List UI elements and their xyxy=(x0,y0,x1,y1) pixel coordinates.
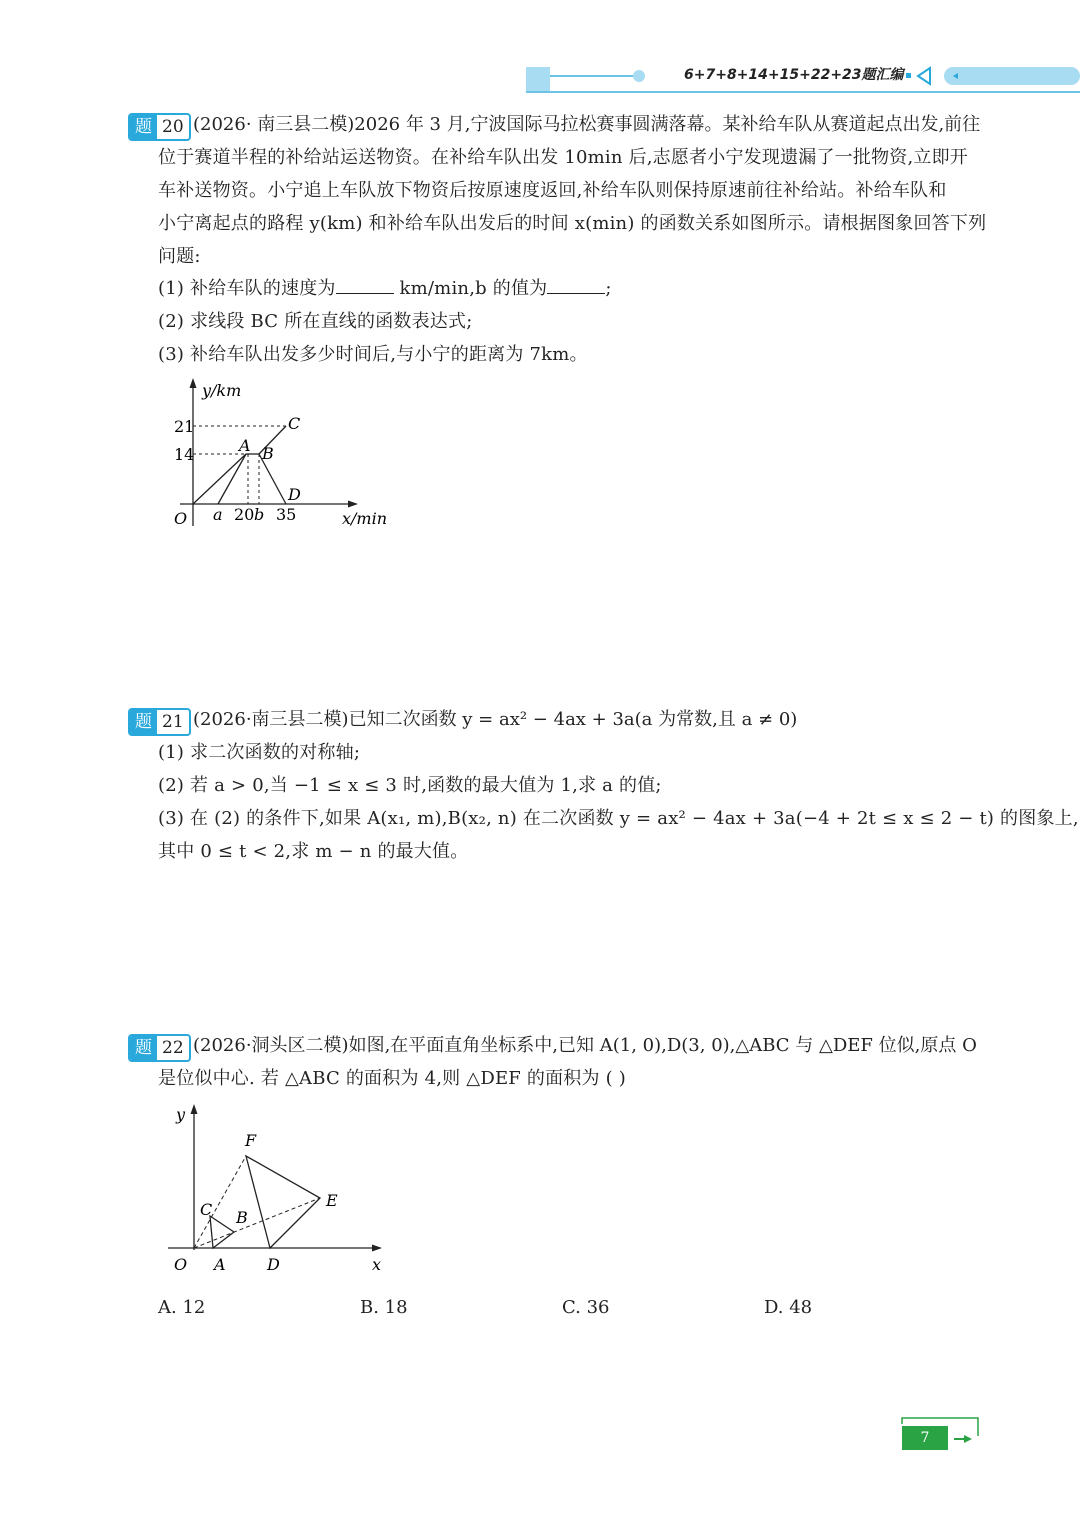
option-b[interactable]: B. 18 xyxy=(360,1297,408,1318)
q21-part-2: (2) 若 a > 0,当 −1 ≤ x ≤ 3 时,函数的最大值为 1,求 a 的值; xyxy=(158,775,662,796)
triangle-def xyxy=(246,1156,320,1248)
question-badge xyxy=(128,1034,191,1062)
origin-label: O xyxy=(174,509,188,528)
q21-stem: (2026·南三县二模)已知二次函数 y = ax² − 4ax + 3a(a 为常数,且 a ≠ 0) xyxy=(193,709,798,730)
point-c-label: C xyxy=(288,414,301,433)
y-axis-arrow-icon xyxy=(191,1104,198,1114)
q20-part-1-text-a: (1) 补给车队的速度为 xyxy=(158,278,336,299)
q22-graph xyxy=(160,1100,390,1280)
header-decoration xyxy=(0,0,1080,100)
y-axis-label: y/km xyxy=(202,381,242,400)
q20-graph xyxy=(160,376,400,536)
xiaoning-go xyxy=(218,454,246,504)
badge-number: 22 xyxy=(162,1038,184,1058)
question-badge xyxy=(128,113,191,141)
y-tick-14: 14 xyxy=(174,445,195,464)
point-d-label: D xyxy=(288,485,301,504)
point-f-label: F xyxy=(245,1131,257,1150)
q20-stem-line-2: 位于赛道半程的补给站运送物资。在补给车队出发 10min 后,志愿者小宁发现遗漏了一批物资,立即开 xyxy=(158,147,969,168)
q20-part-2: (2) 求线段 BC 所在直线的函数表达式; xyxy=(158,311,473,332)
q20-part-1-text-c: ; xyxy=(605,278,612,299)
q20-stem-line-4: 小宁离起点的路程 y(km) 和补给车队出发后的时间 x(min) 的函数关系如图所示。请根据图象回答下列 xyxy=(158,213,987,234)
point-c-label: C xyxy=(200,1200,213,1219)
point-d-label: D xyxy=(267,1255,280,1274)
x-axis-arrow-icon xyxy=(348,501,358,508)
option-a[interactable]: A. 12 xyxy=(158,1297,206,1318)
point-e-label: E xyxy=(326,1191,338,1210)
origin-label: O xyxy=(174,1255,188,1274)
answer-blank-speed[interactable] xyxy=(336,275,394,294)
q21-part-1: (1) 求二次函数的对称轴; xyxy=(158,742,361,763)
header-title: 6+7+8+14+15+22+23题汇编 xyxy=(684,67,904,83)
badge-prefix: 题 xyxy=(130,710,157,734)
q20-stem-line-3: 车补送物资。小宁追上车队放下物资后按原速度返回,补给车队则保持原速前往补给站。补给车队和 xyxy=(158,180,947,201)
q22-stem-2: 是位似中心. 若 △ABC 的面积为 4,则 △DEF 的面积为 ( ) xyxy=(158,1068,626,1089)
convoy-line-oa xyxy=(193,454,246,504)
point-a-label: A xyxy=(214,1255,226,1274)
answer-blank-b[interactable] xyxy=(547,275,605,294)
x-tick-35: 35 xyxy=(276,505,297,524)
y-axis-label: y xyxy=(176,1105,186,1124)
badge-prefix: 题 xyxy=(130,115,157,139)
badge-number: 21 xyxy=(162,712,184,732)
q20-part-1 xyxy=(158,272,612,305)
question-badge xyxy=(128,708,191,736)
option-d[interactable]: D. 48 xyxy=(764,1297,813,1318)
q20-part-3: (3) 补给车队出发多少时间后,与小宁的距离为 7km。 xyxy=(158,344,588,365)
badge-number: 20 xyxy=(162,117,184,137)
x-axis-label: x xyxy=(372,1255,382,1274)
x-tick-a: a xyxy=(213,505,223,524)
x-axis-arrow-icon xyxy=(372,1245,382,1252)
point-b-label: B xyxy=(236,1208,248,1227)
q22-stem: (2026·洞头区二模)如图,在平面直角坐标系中,已知 A(1, 0),D(3, 0),△ABC 与 △DEF 位似,原点 O xyxy=(193,1035,977,1056)
x-tick-20: 20 xyxy=(234,505,255,524)
badge-prefix: 题 xyxy=(130,1036,157,1060)
page-number: 7 xyxy=(902,1426,948,1450)
y-tick-21: 21 xyxy=(174,417,195,436)
q20-stem-line-5: 问题: xyxy=(158,246,201,267)
x-axis-label: x/min xyxy=(342,509,388,528)
point-b-label: B xyxy=(262,444,274,463)
y-axis-arrow-icon xyxy=(190,378,197,388)
q21-part-3: (3) 在 (2) 的条件下,如果 A(x₁, m),B(x₂, n) 在二次函数 y = ax² − 4ax + 3a(−4 + 2t ≤ x ≤ 2 − t) 的图象上, xyxy=(158,808,1079,829)
option-c[interactable]: C. 36 xyxy=(562,1297,610,1318)
triangle-abc xyxy=(210,1216,234,1248)
x-tick-b: b xyxy=(254,505,265,524)
q20-stem-line-1: (2026· 南三县二模)2026 年 3 月,宁波国际马拉松赛事圆满落幕。某补给车队从赛道起点出发,前往 xyxy=(193,114,981,135)
point-a-label: A xyxy=(239,436,251,455)
q20-part-1-text-b: km/min,b 的值为 xyxy=(399,278,548,299)
q21-part-3-cont: 其中 0 ≤ t < 2,求 m − n 的最大值。 xyxy=(158,841,469,862)
